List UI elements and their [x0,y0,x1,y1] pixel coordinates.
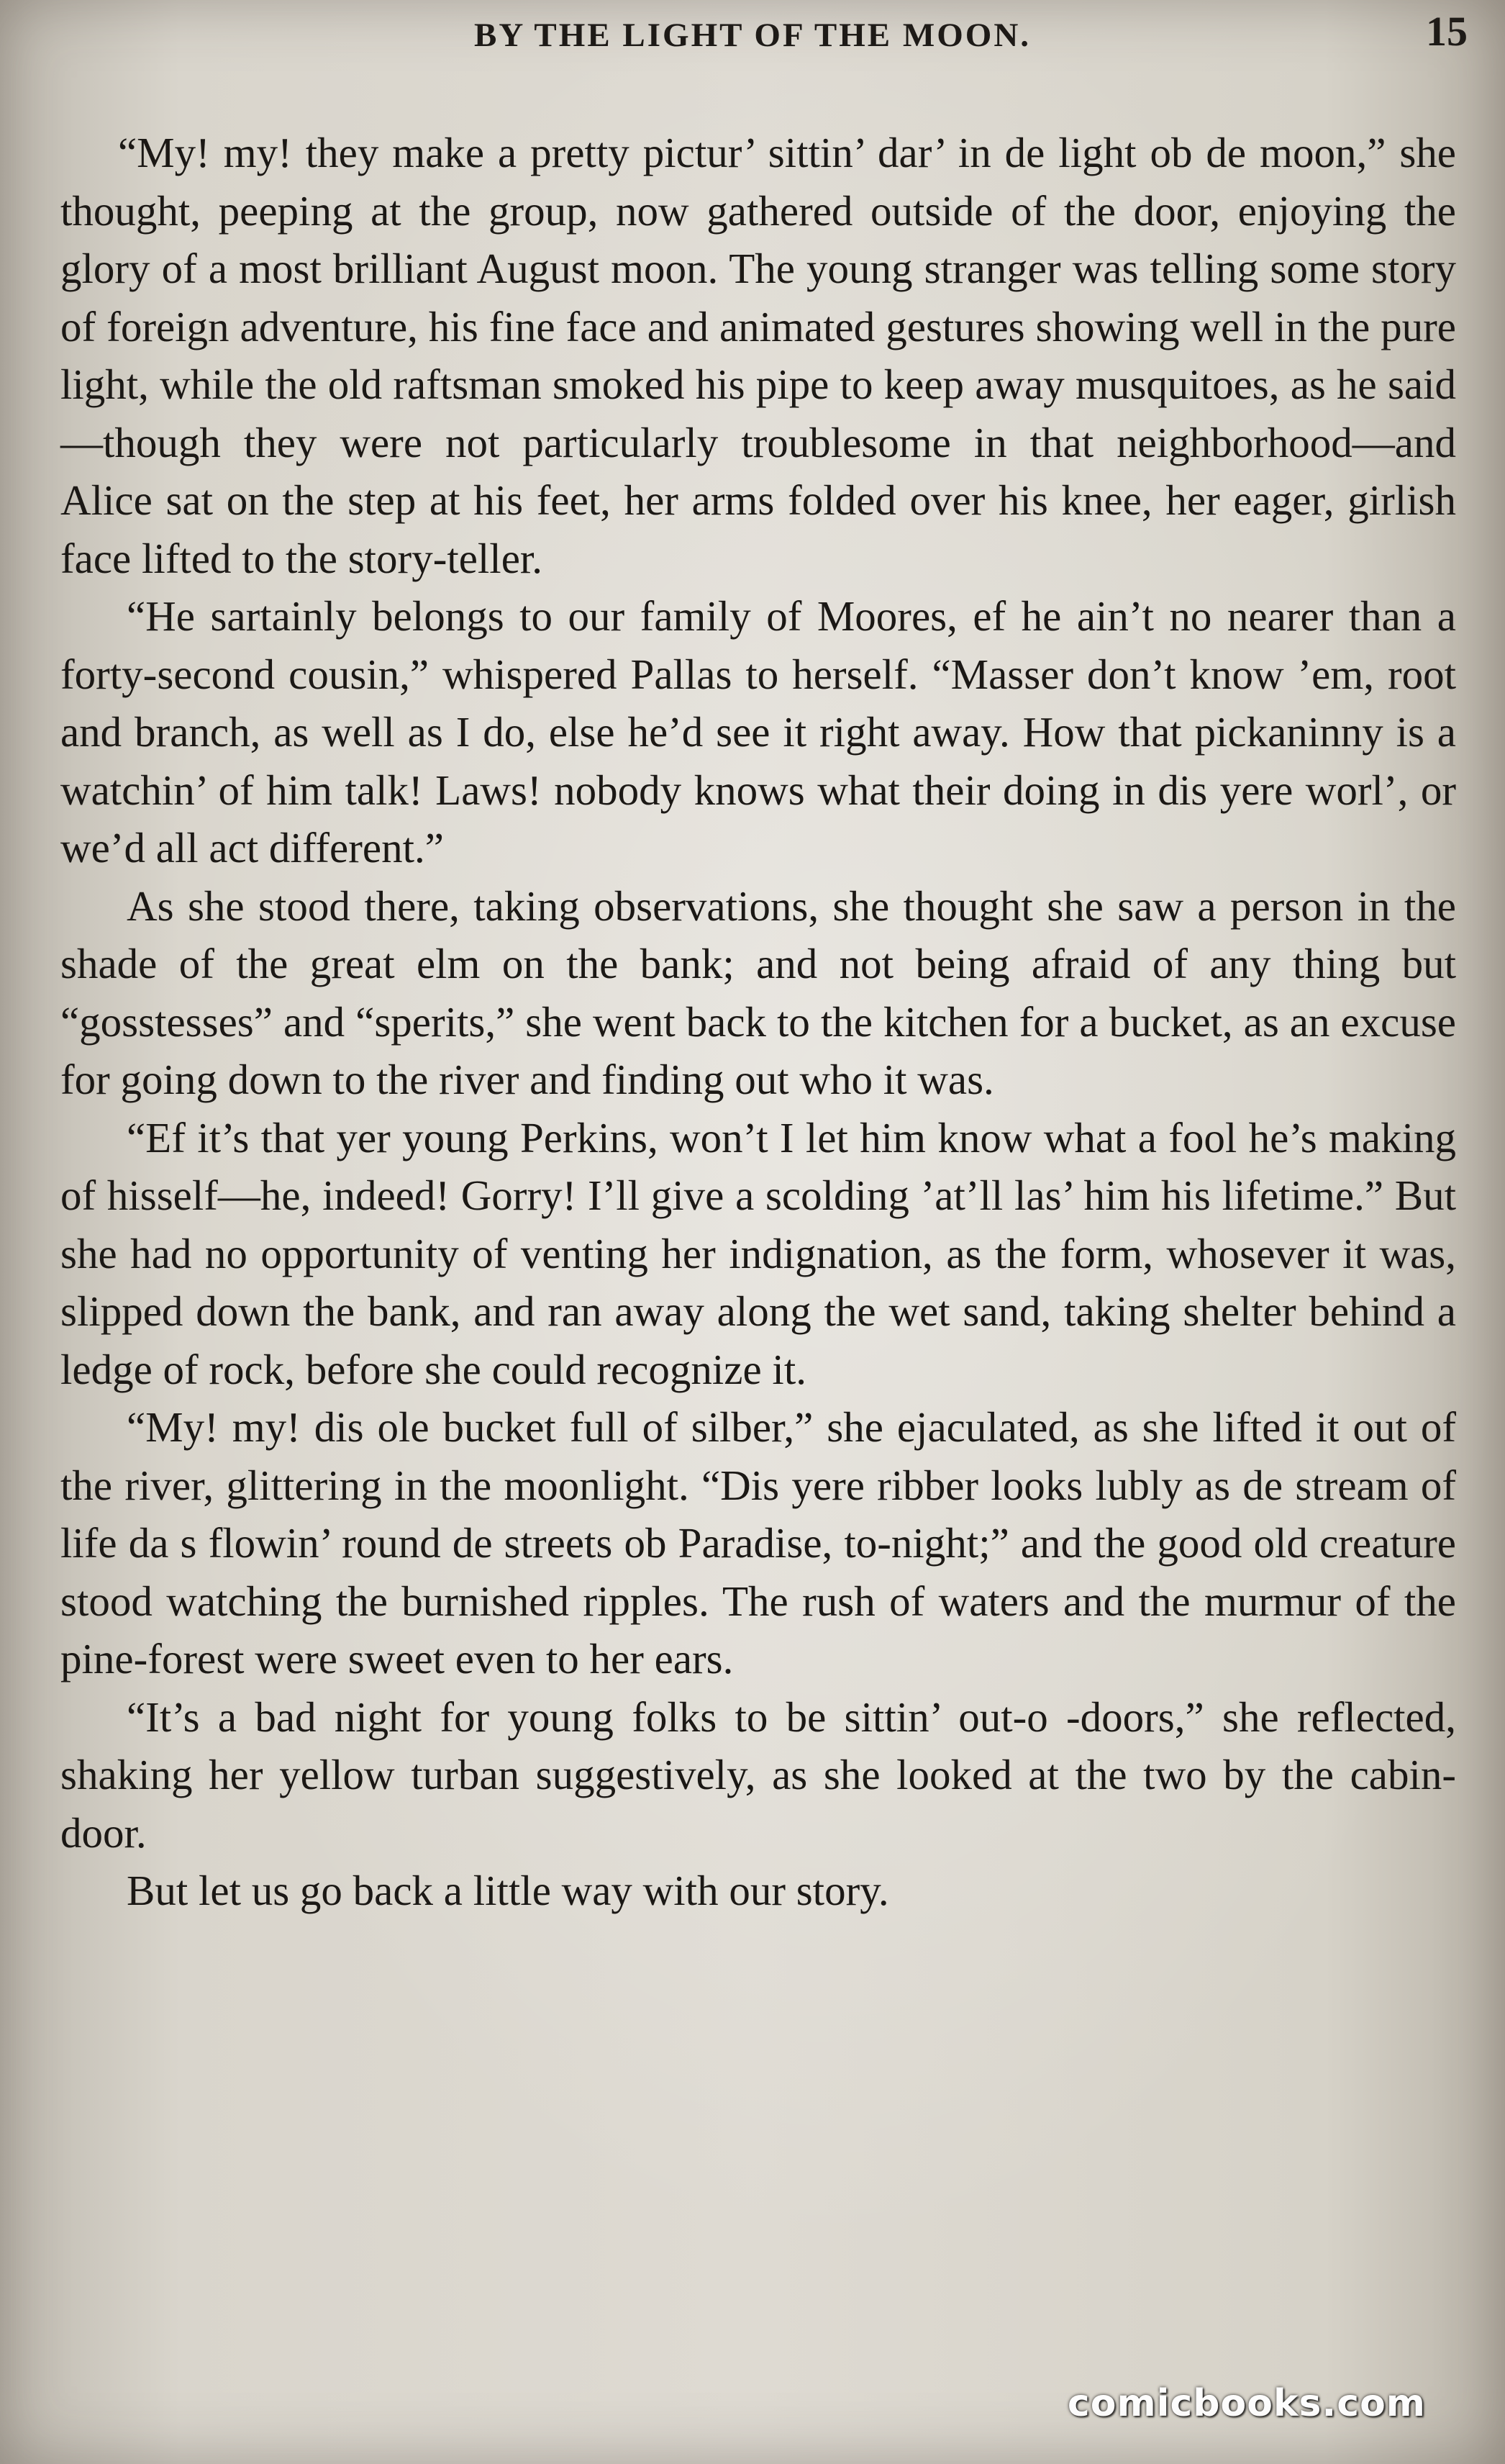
paragraph: But let us go back a little way with our story. [127,1867,889,1914]
body-text [60,124,1456,1920]
page-number: 15 [1426,8,1468,55]
paragraph: “He sartainly belongs to our family of Moores, ef he ain’t no nearer than a forty-second cousin,” whispered Pallas to herself. “Masser don’t know ’em, root and branch, as well as I do, else he’d see it right away. How that pickaninny is a watchin’ of him talk! Laws! nobody knows what their doing in dis yere worl’, or we’d all act different.” [60,592,1456,871]
watermark-text: comicbooks.com [1067,2382,1426,2425]
paragraph: “My! my! dis ole bucket full of silber,” she ejaculated, as she lifted it out of the river, glittering in the moonlight. “Dis yere ribber looks lubly as de stream of life da s flowin’ round de streets ob Paradise, to-night;” and the good old creature stood watching the burnished ripples. The rush of waters and the murmur of the pine-forest were sweet even to her ears. [60,1403,1456,1682]
running-title: BY THE LIGHT OF THE MOON. [473,17,1032,54]
paragraph: As she stood there, taking observations, she thought she saw a person in the shade of the great elm on the bank; and not being afraid of any thing but “gosstesses” and “sperits,” she went back to the kitchen for a bucket, as an excuse for going down to the river and finding out who it was. [60,882,1456,1103]
paragraph: “Ef it’s that yer young Perkins, won’t I let him know what a fool he’s making of hisself—he, indeed! Gorry! I’ll give a scolding ’at’ll las’ him his lifetime.” But she had no opportunity of venting her indignation, as the form, whosever it was, slipped down the bank, and ran away along the wet sand, taking shelter behind a ledge of rock, before she could recognize it. [60,1113,1456,1393]
paragraph: “It’s a bad night for young folks to be sittin’ out-o -doors,” she reflected, shaking her yellow turban suggestively, as she looked at the two by the cabin-door. [60,1693,1456,1857]
paragraph: “My! my! they make a pretty pictur’ sittin’ dar’ in de light ob de moon,” she thought, peeping at the group, now gathered outside of the door, enjoying the glory of a most brilliant August moon. The young stranger was telling some story of foreign adventure, his fine face and animated gestures showing well in the pure light, while the old raftsman smoked his pipe to keep away musquitoes, as he said—though they were not particularly troublesome in that neighborhood—and Alice sat on the step at his feet, her arms folded over his knee, her eager, girlish face lifted to the story-teller. [60,129,1456,582]
